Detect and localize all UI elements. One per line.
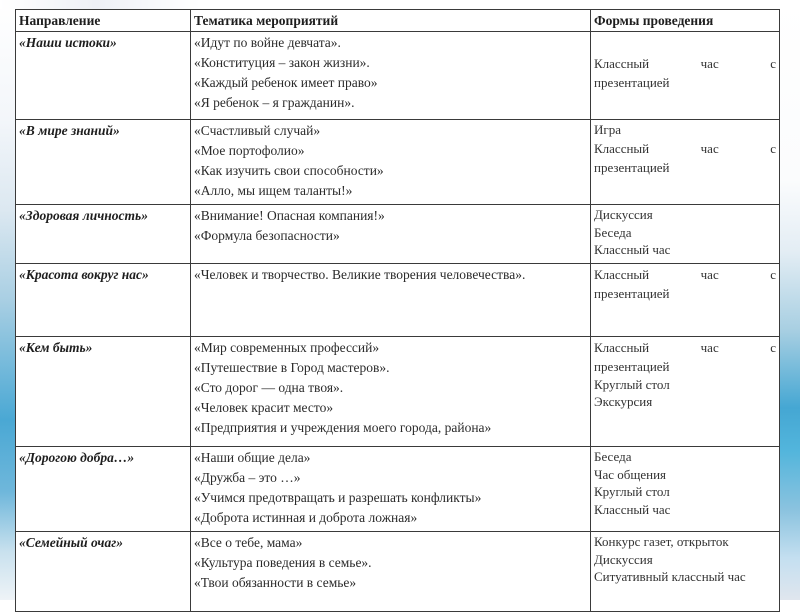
table-header-row [16,10,780,32]
direction-cell: «Семейный очаг» [16,532,191,612]
form-item: Классный час [594,242,671,257]
table-row [16,205,780,264]
form-item: Круглый стол [594,376,670,392]
topic-item: «Алло, мы ищем таланты!» [194,183,353,198]
slide-background-left [0,0,16,600]
form-item: презентацией [594,75,670,90]
form-item: Дискуссия [594,207,653,222]
table-row [16,32,780,120]
form-item: Классный час с [594,340,776,355]
form-item: Беседа [594,449,632,464]
topic-item: «Доброта истинная и доброта ложная» [194,510,418,525]
form-item: Час общения [594,466,667,482]
direction-cell: «Наши истоки» [16,32,191,120]
topic-item: «Сто дорог — одна твоя». [194,380,344,395]
topic-item: «Культура поведения в семье». [194,555,372,570]
forms-cell [591,120,780,205]
header-forms: Формы проведения [591,10,780,32]
topics-cell [191,32,591,120]
table-row [16,120,780,205]
topics-cell [191,337,591,447]
topic-item: «Идут по войне девчата». [194,35,341,50]
form-item: Круглый стол [594,484,670,499]
topic-item: «Учимся предотвращать и разрешать конфликты» [194,490,482,505]
form-item: Экскурсия [594,394,653,409]
forms-cell [591,337,780,447]
direction-cell: «Дорогою добра…» [16,447,191,532]
header-direction: Направление [16,10,191,32]
form-item: Конкурс газет, открыток [594,534,729,549]
form-item: Классный час с [594,267,776,282]
form-item: презентацией [594,359,670,374]
topics-cell [191,120,591,205]
topic-item: «Наши общие дела» [194,450,311,465]
slide-background-top [0,0,800,9]
direction-cell: «Здоровая личность» [16,205,191,264]
table-row [16,447,780,532]
topic-item: «Счастливый случай» [194,123,321,138]
topic-item: «Внимание! Опасная компания!» [194,208,385,223]
topic-item: «Все о тебе, мама» [194,535,303,550]
form-item: Ситуативный классный час [594,569,746,584]
topic-item: «Дружба – это …» [194,470,301,485]
topic-item: «Человек и творчество. Великие творения человечества». [194,267,526,282]
form-item: Дискуссия [594,551,653,567]
slide-background-right [779,0,800,600]
topic-item: «Как изучить свои способности» [194,163,384,178]
form-item: Классный час с [594,140,776,156]
topic-item: «Человек красит место» [194,400,334,415]
table-row [16,264,780,337]
form-item: презентацией [594,159,670,175]
topic-item: «Мое портофолио» [194,143,305,158]
forms-cell [591,264,780,337]
header-topics: Тематика мероприятий [191,10,591,32]
table-row [16,337,780,447]
form-item: презентацией [594,286,670,301]
form-item: Игра [594,122,621,137]
topic-item: «Я ребенок – я гражданин». [194,95,355,110]
direction-cell: «Кем быть» [16,337,191,447]
form-item: Классный час [594,501,671,517]
events-plan-table [15,9,780,612]
topics-cell [191,264,591,337]
topic-item: «Предприятия и учреждения моего города, района» [194,420,492,435]
topic-item: «Путешествие в Город мастеров». [194,360,390,375]
topic-item: «Мир современных профессий» [194,340,380,355]
topics-cell [191,447,591,532]
direction-cell: «В мире знаний» [16,120,191,205]
forms-cell [591,447,780,532]
topic-item: «Конституция – закон жизни». [194,55,370,70]
topic-item: «Формула безопасности» [194,228,340,243]
direction-cell: «Красота вокруг нас» [16,264,191,337]
topic-item: «Каждый ребенок имеет право» [194,75,378,90]
forms-cell [591,205,780,264]
form-item: Беседа [594,224,632,240]
forms-cell [591,32,780,120]
topic-item: «Твои обязанности в семье» [194,575,357,590]
topics-cell [191,205,591,264]
form-item: Классный час с [594,56,776,71]
